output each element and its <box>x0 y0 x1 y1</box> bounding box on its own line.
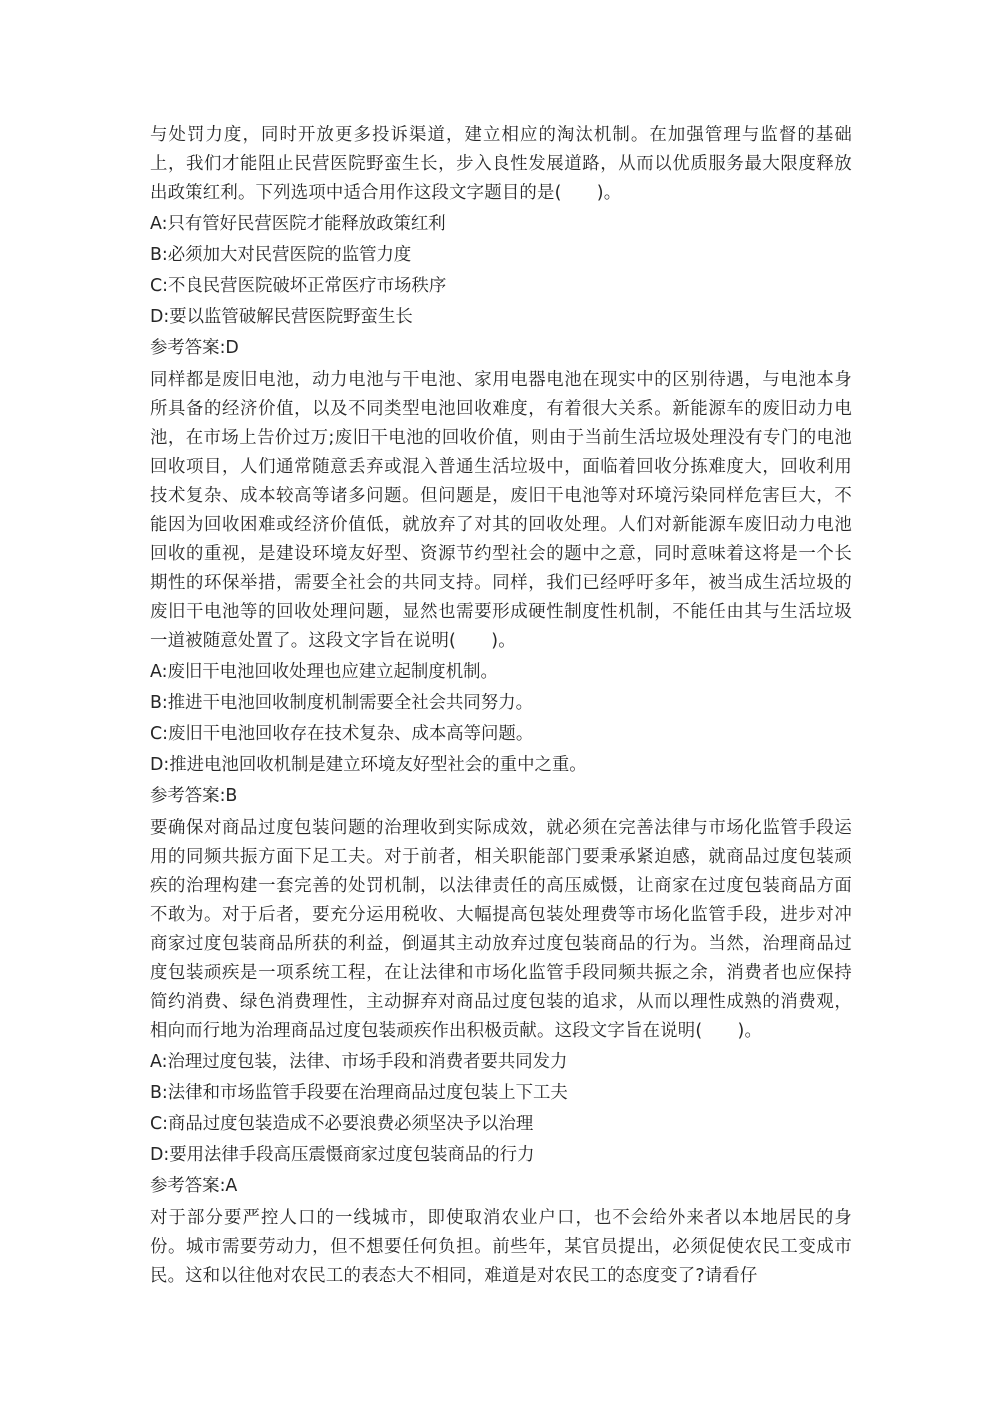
option-c: C:废旧干电池回收存在技术复杂、成本高等问题。 <box>150 724 534 744</box>
reference-answer: 参考答案:B <box>150 786 238 806</box>
question-2 <box>150 366 852 811</box>
question-1 <box>150 121 852 363</box>
option-d: D:推进电池回收机制是建立环境友好型社会的重中之重。 <box>150 755 587 775</box>
option-a: A:治理过度包装，法律、市场手段和消费者要共同发力 <box>150 1052 568 1072</box>
option-b: B:推进干电池回收制度机制需要全社会共同努力。 <box>150 693 533 713</box>
reference-answer: 参考答案:D <box>150 338 239 358</box>
question-stem: 同样都是废旧电池，动力电池与干电池、家用电器电池在现实中的区别待遇，与电池本身所具备的经济价值，以及不同类型电池回收难度，有着很大关系。新能源车的废旧动力电池，在市场上告价过万;废旧干电池的回收价值，则由于当前生活垃圾处理没有专门的电池回收项目，人们通常随意丢弃或混入普通生活垃圾中，面临着回收分拣难度大，回收利用技术复杂、成本较高等诸多问题。但问题是，废旧干电池等对环境污染同样危害巨大，不能因为回收困难或经济价值低，就放弃了对其的回收处理。人们对新能源车废旧动力电池回收的重视，是建设环境友好型、资源节约型社会的题中之意，同时意味着这将是一个长期性的环保举措，需要全社会的共同支持。同样，我们已经呼吁多年，被当成生活垃圾的废旧干电池等的回收处理问题，显然也需要形成硬性制度性机制，不能任由其与生活垃圾一道被随意处置了。这段文字旨在说明( )。 <box>150 370 852 651</box>
option-b: B:必须加大对民营医院的监管力度 <box>150 245 412 265</box>
question-4 <box>150 1204 852 1291</box>
question-stem: 与处罚力度，同时开放更多投诉渠道，建立相应的淘汰机制。在加强管理与监督的基础上，我们才能阻止民营医院野蛮生长，步入良性发展道路，从而以优质服务最大限度释放出政策红利。下列选项中适合用作这段文字题目的是( )。 <box>150 125 852 203</box>
option-a: A:废旧干电池回收处理也应建立起制度机制。 <box>150 662 498 682</box>
option-b: B:法律和市场监管手段要在治理商品过度包装上下工夫 <box>150 1083 568 1103</box>
option-a: A:只有管好民营医院才能释放政策红利 <box>150 214 446 234</box>
reference-answer: 参考答案:A <box>150 1176 238 1196</box>
question-stem: 要确保对商品过度包装问题的治理收到实际成效，就必须在完善法律与市场化监管手段运用的同频共振方面下足工夫。对于前者，相关职能部门要秉承紧迫感，就商品过度包装顽疾的治理构建一套完善的处罚机制，以法律责任的高压威慑，让商家在过度包装商品方面不敢为。对于后者，要充分运用税收、大幅提高包装处理费等市场化监管手段，进步对冲商家过度包装商品所获的利益，倒逼其主动放弃过度包装商品的行为。当然，治理商品过度包装顽疾是一项系统工程，在让法律和市场化监管手段同频共振之余，消费者也应保持简约消费、绿色消费理性，主动摒弃对商品过度包装的追求，从而以理性成熟的消费观，相向而行地为治理商品过度包装顽疾作出积极贡献。这段文字旨在说明( )。 <box>150 818 852 1041</box>
option-d: D:要用法律手段高压震慑商家过度包装商品的行力 <box>150 1145 535 1165</box>
option-c: C:不良民营医院破坏正常医疗市场秩序 <box>150 276 447 296</box>
option-c: C:商品过度包装造成不必要浪费必须坚决予以治理 <box>150 1114 534 1134</box>
question-stem: 对于部分要严控人口的一线城市，即使取消农业户口，也不会给外来者以本地居民的身份。城市需要劳动力，但不想要任何负担。前些年，某官员提出，必须促使农民工变成市民。这和以往他对农民工的表态大不相同，难道是对农民工的态度变了?请看仔 <box>150 1208 852 1286</box>
question-3 <box>150 814 852 1201</box>
option-d: D:要以监管破解民营医院野蛮生长 <box>150 307 413 327</box>
